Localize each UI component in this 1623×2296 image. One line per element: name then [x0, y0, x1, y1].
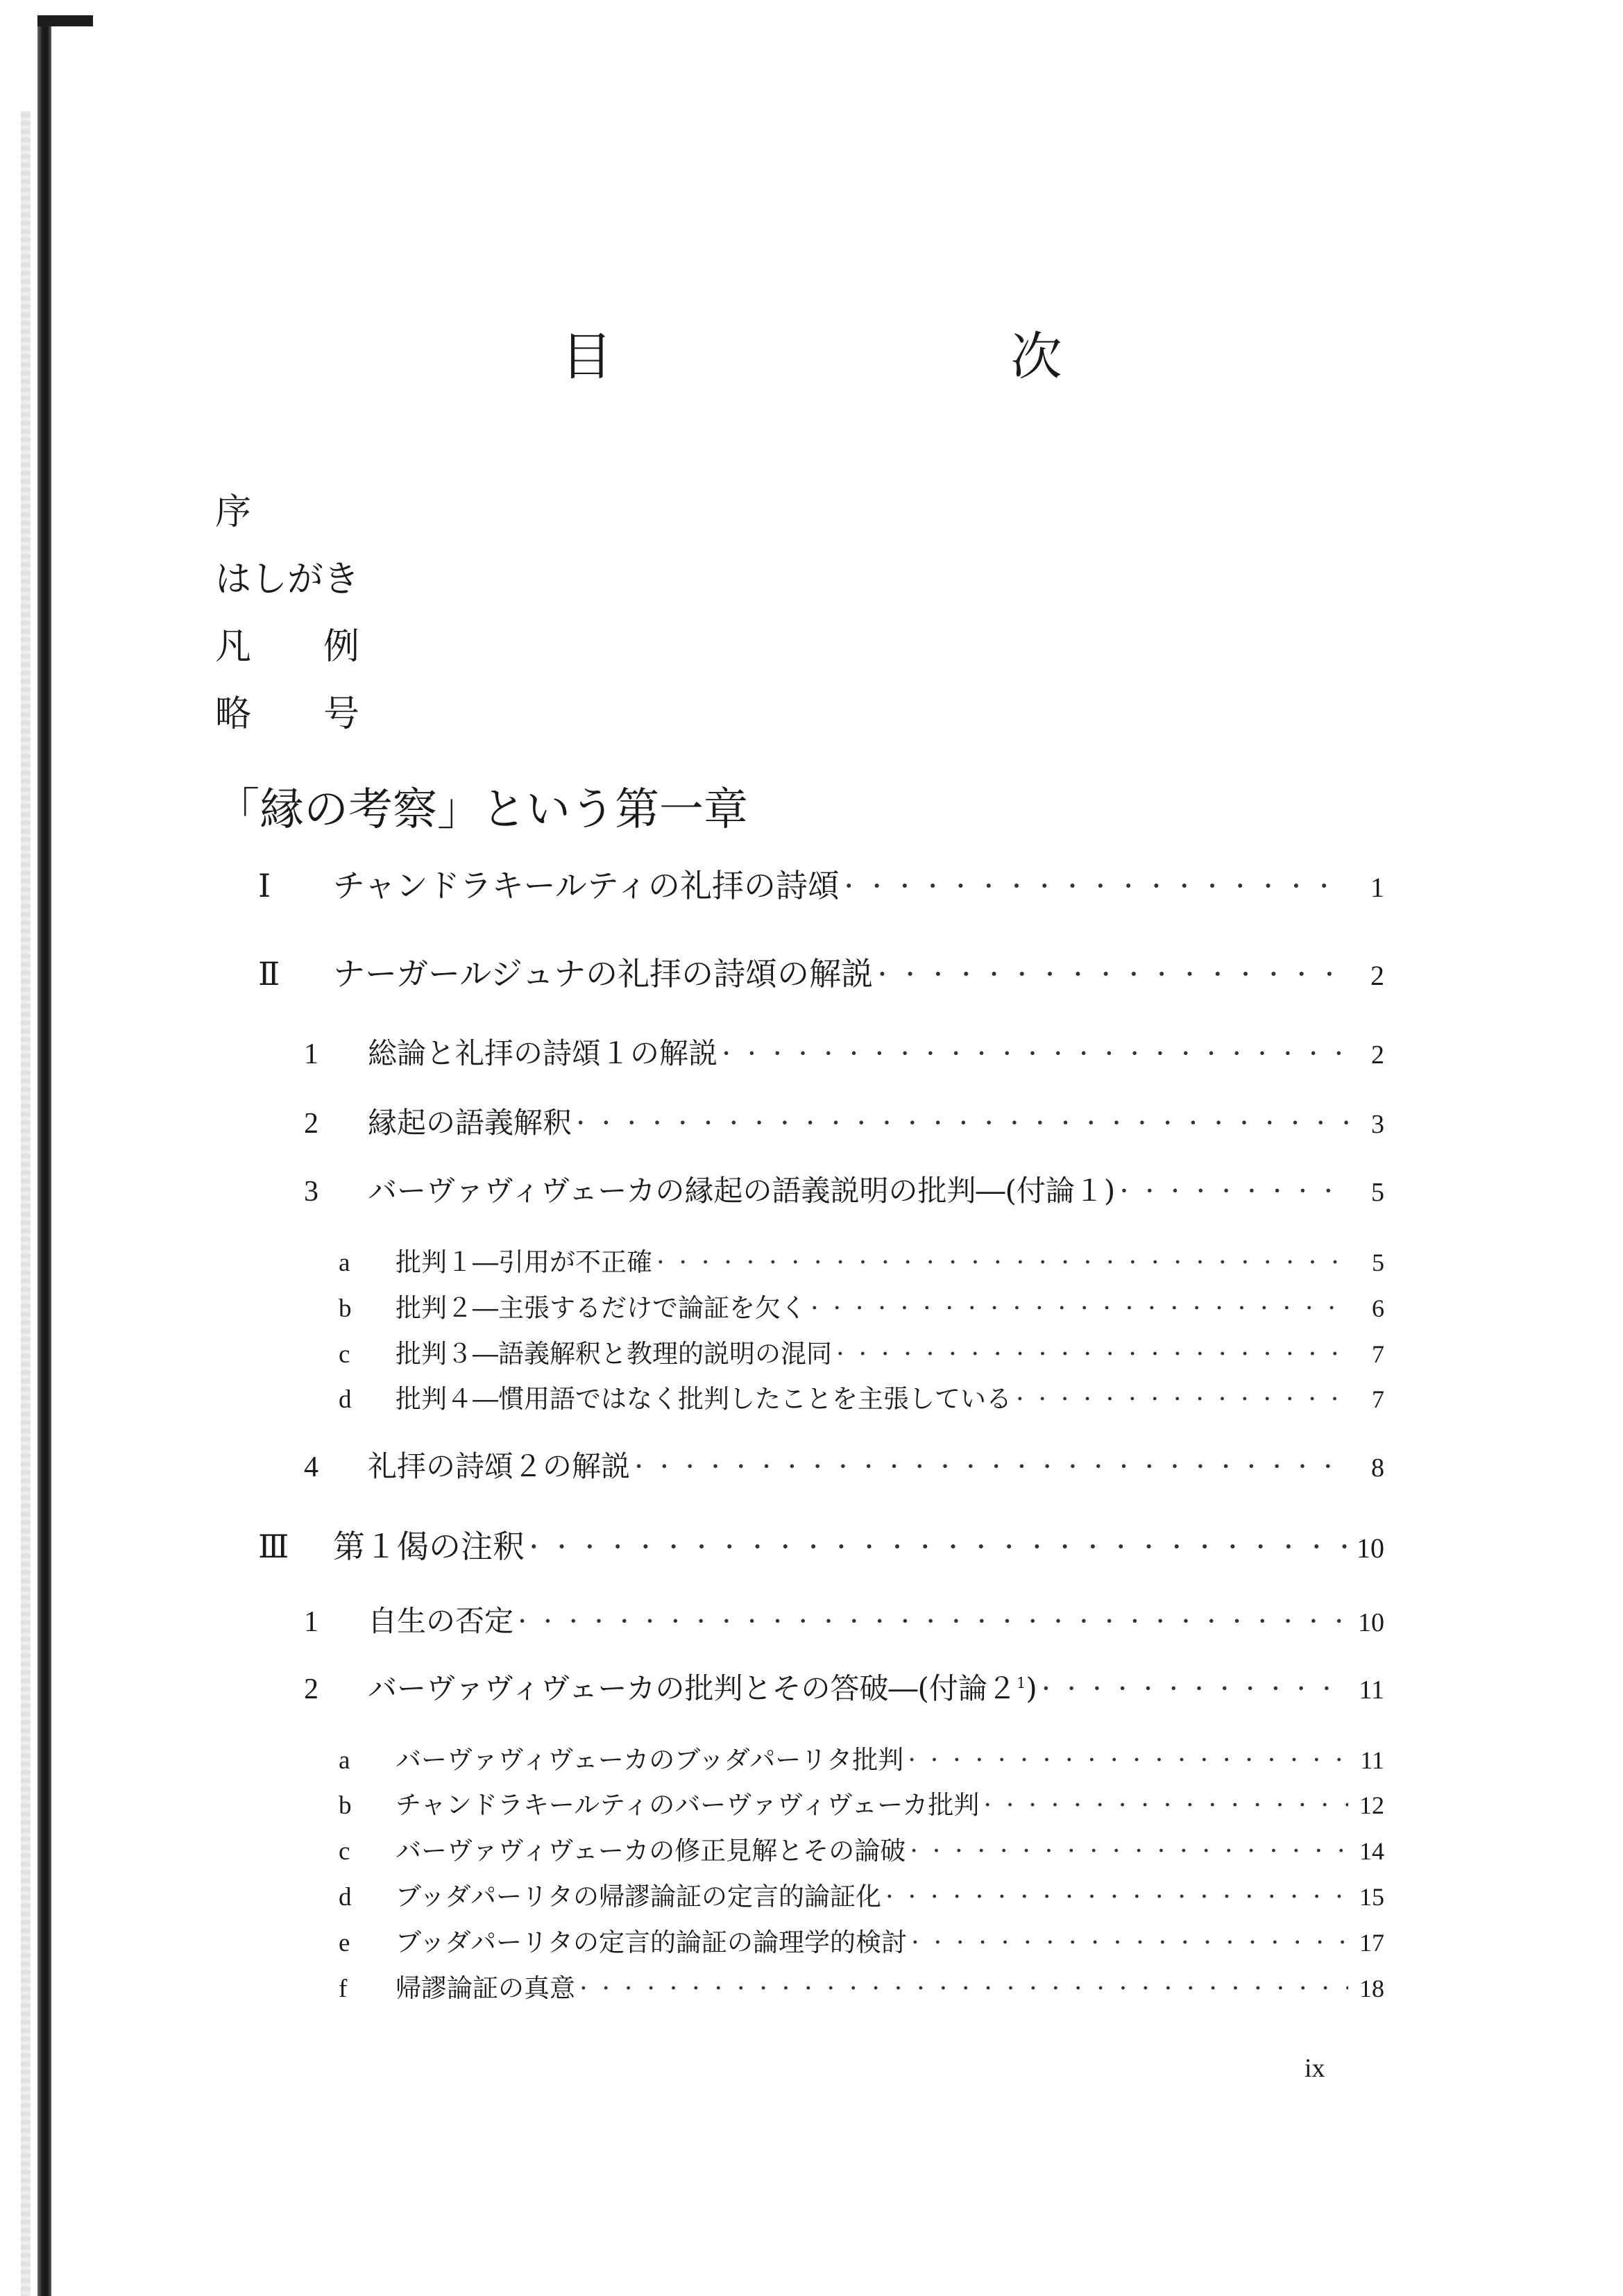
entry-page: 11 [1360, 1746, 1384, 1774]
entry-number: 1 [304, 1038, 318, 1070]
dot-leader [722, 1036, 1348, 1070]
dot-leader [656, 1247, 1348, 1277]
entry-page: 15 [1359, 1883, 1384, 1911]
entry-page: 5 [1371, 1178, 1384, 1207]
entry-number: 3 [304, 1176, 318, 1208]
dot-leader [908, 1745, 1348, 1775]
entry-label: 総論と礼拝の詩頌１の解説 [368, 1036, 718, 1070]
entry-number: Ⅲ [258, 1528, 289, 1565]
toc-entry[interactable] [304, 1666, 1384, 1706]
toc-entry[interactable] [339, 1967, 1384, 2003]
entry-label: バーヴァヴィヴェーカのブッダパーリタ批判 [396, 1745, 904, 1775]
entry-number: e [339, 1929, 350, 1957]
dot-leader [579, 1973, 1348, 2003]
toc-entry[interactable] [339, 1739, 1384, 1775]
entry-page: 2 [1370, 960, 1384, 991]
toc-entry[interactable] [339, 1921, 1384, 1957]
entry-page: 10 [1357, 1533, 1384, 1564]
toc-entry[interactable] [339, 1287, 1384, 1323]
entry-label: 帰謬論証の真意 [396, 1973, 575, 2003]
dot-leader [983, 1790, 1348, 1820]
entry-label: バーヴァヴィヴェーカの修正見解とその論破 [396, 1836, 906, 1866]
toc-entry[interactable] [339, 1333, 1384, 1369]
page-edge-shadow [21, 111, 31, 2296]
entry-number: 4 [304, 1451, 318, 1483]
entry-label [368, 1666, 1037, 1707]
dot-leader [885, 1882, 1348, 1911]
dot-leader [529, 1528, 1348, 1565]
dot-leader [1016, 1384, 1348, 1414]
toc-entry[interactable] [258, 1521, 1384, 1566]
toc-entry[interactable] [339, 1784, 1384, 1820]
toc-title: 目 次 [561, 327, 1236, 387]
entry-page: 8 [1371, 1453, 1384, 1483]
entry-number: Ⅱ [258, 955, 280, 993]
entry-label: バーヴァヴィヴェーカの縁起の語義説明の批判―(付論１) [368, 1174, 1116, 1208]
front-matter-foreword: はしがき [215, 559, 360, 600]
entry-number: c [339, 1340, 350, 1369]
entry-number: b [339, 1294, 352, 1323]
entry-number: Ⅰ [258, 867, 271, 904]
entry-number: 1 [304, 1606, 318, 1638]
dot-leader [910, 1836, 1348, 1866]
toc-entry[interactable] [304, 1444, 1384, 1484]
dot-leader [634, 1449, 1348, 1483]
entry-page: 12 [1359, 1791, 1384, 1819]
front-matter-preface: 序 [215, 491, 252, 533]
entry-page: 2 [1371, 1040, 1384, 1070]
entry-number: a [339, 1249, 350, 1277]
entry-label-tail: ) [1026, 1671, 1037, 1705]
entry-page: 6 [1372, 1294, 1384, 1322]
dot-leader [1042, 1671, 1348, 1705]
entry-number: c [339, 1837, 350, 1866]
entry-label-text: バーヴァヴィヴェーカの批判とその答破―(付論２ [368, 1671, 1017, 1705]
entry-label: 礼拝の詩頌２の解説 [368, 1449, 631, 1483]
dot-leader [810, 1293, 1348, 1323]
toc-entry[interactable] [339, 1241, 1384, 1277]
entry-page: 7 [1372, 1340, 1384, 1368]
toc-entry[interactable] [339, 1875, 1384, 1911]
entry-number: d [339, 1883, 352, 1911]
entry-label: 批判４―慣用語ではなく批判したことを主張している [396, 1384, 1012, 1414]
entry-page: 18 [1359, 1975, 1384, 2002]
entry-page: 17 [1359, 1929, 1384, 1957]
entry-number: 2 [304, 1673, 318, 1705]
dot-leader [576, 1106, 1348, 1140]
dot-leader [518, 1604, 1348, 1638]
page-number: ix [1305, 2054, 1325, 2083]
entry-page: 5 [1372, 1249, 1384, 1276]
entry-page: 1 [1370, 872, 1384, 903]
dot-leader [836, 1339, 1348, 1369]
entry-number: f [339, 1975, 348, 2003]
entry-number: a [339, 1746, 350, 1775]
entry-page: 11 [1359, 1675, 1384, 1705]
dot-leader [911, 1927, 1348, 1957]
entry-label: 縁起の語義解釈 [368, 1106, 572, 1140]
entry-label: ブッダパーリタの帰謬論証の定言的論証化 [396, 1882, 882, 1911]
entry-page: 14 [1359, 1837, 1384, 1865]
entry-number: b [339, 1791, 352, 1820]
toc-entry[interactable] [304, 1031, 1384, 1071]
dot-leader [877, 955, 1348, 993]
entry-label: 批判１―引用が不正確 [396, 1247, 652, 1277]
toc-entry[interactable] [339, 1378, 1384, 1414]
entry-label: チャンドラキールティの礼拝の詩頌 [333, 867, 840, 904]
entry-label: 批判２―主張するだけで論証を欠く [396, 1293, 806, 1323]
toc-entry[interactable] [304, 1100, 1384, 1140]
entry-label: ナーガールジュナの礼拝の詩頌の解説 [333, 955, 874, 993]
toc-entry[interactable] [304, 1168, 1384, 1208]
front-matter-conventions: 凡例 [215, 626, 432, 668]
toc-entry[interactable] [258, 949, 1384, 993]
entry-label: チャンドラキールティのバーヴァヴィヴェーカ批判 [396, 1790, 980, 1820]
dot-leader [1119, 1174, 1348, 1208]
entry-label: 第１偈の注釈 [333, 1528, 525, 1565]
entry-page: 3 [1371, 1110, 1384, 1139]
entry-label: 批判３―語義解釈と教理的説明の混同 [396, 1339, 832, 1369]
entry-label: 自生の否定 [368, 1604, 514, 1638]
entry-number: d [339, 1385, 352, 1414]
chapter-title: 「縁の考察」という第一章 [215, 784, 748, 836]
entry-page: 10 [1358, 1608, 1384, 1637]
front-matter-abbreviations: 略号 [215, 693, 432, 735]
toc-entry[interactable] [258, 861, 1384, 905]
binding-edge-cap [37, 15, 93, 26]
toc-entry[interactable] [339, 1830, 1384, 1866]
entry-page: 7 [1372, 1385, 1384, 1413]
entry-label: ブッダパーリタの定言的論証の論理学的検討 [396, 1927, 908, 1957]
superscript: 1 [1016, 1675, 1026, 1691]
entry-number: 2 [304, 1108, 318, 1140]
dot-leader [844, 867, 1348, 904]
toc-entry[interactable] [304, 1598, 1384, 1639]
